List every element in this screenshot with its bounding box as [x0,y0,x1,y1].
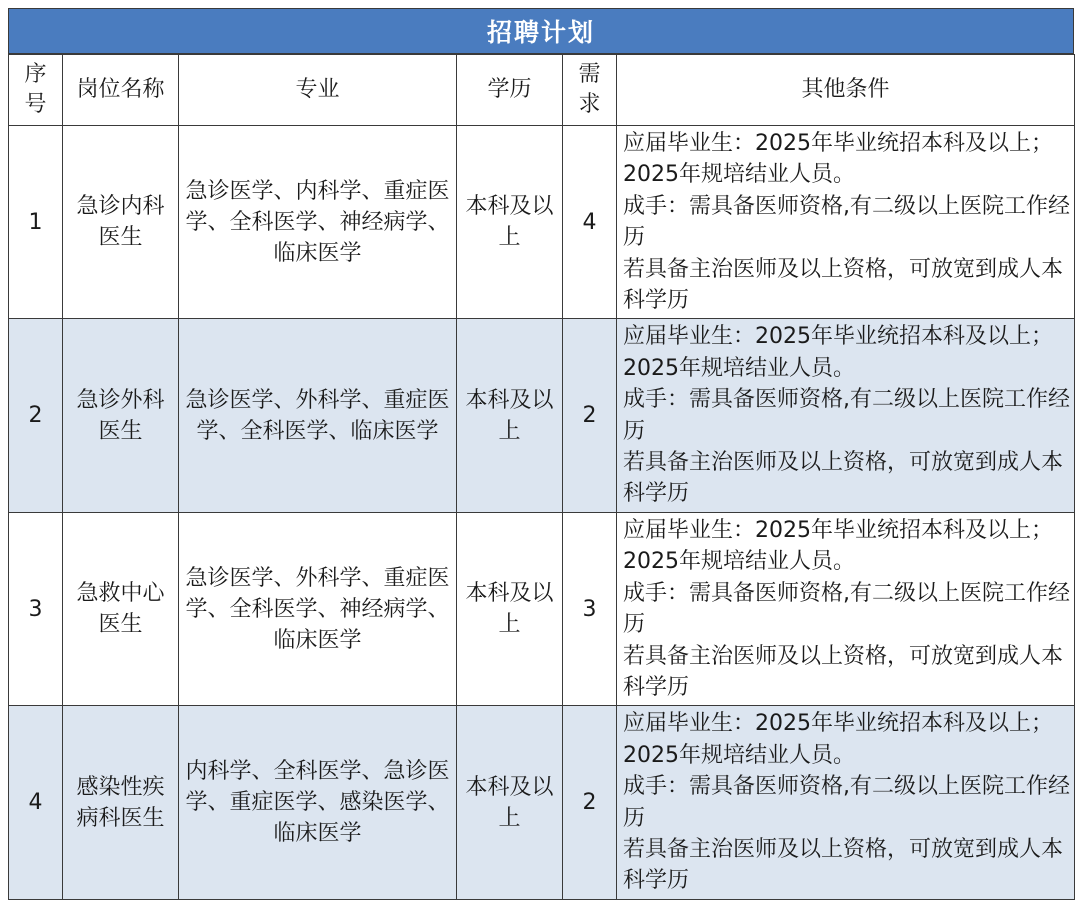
header-other: 其他条件 [617,55,1075,126]
cell-conditions [617,706,1075,899]
cell-no: 4 [9,706,63,899]
cell-no: 3 [9,512,63,705]
table-row [9,512,1075,705]
cell-demand: 2 [563,319,617,512]
cell-education: 本科及以上 [457,319,563,512]
condition-line: 成手：需具备医师资格,有二级以上医院工作经历 [623,193,1070,251]
condition-line: 若具备主治医师及以上资格，可放宽到成人本科学历 [623,836,1064,894]
condition-line: 若具备主治医师及以上资格，可放宽到成人本科学历 [623,643,1064,700]
cell-demand: 2 [563,706,617,899]
recruitment-table-container [8,8,1074,900]
cell-no: 2 [9,319,63,512]
cell-education: 本科及以上 [457,706,563,899]
condition-line: 应届毕业生：2025年毕业统招本科及以上；2025年规培结业人员。 [623,324,1053,381]
cell-demand: 4 [563,126,617,319]
cell-no: 1 [9,126,63,319]
recruitment-table [8,54,1075,900]
table-title: 招聘计划 [8,8,1074,54]
cell-major: 急诊医学、内科学、重症医学、全科医学、神经病学、临床医学 [179,126,457,319]
cell-demand: 3 [563,512,617,705]
cell-position: 急诊外科医生 [63,319,179,512]
cell-education: 本科及以上 [457,512,563,705]
cell-conditions [617,126,1075,319]
cell-education: 本科及以上 [457,126,563,319]
condition-line: 成手：需具备医师资格,有二级以上医院工作经历 [623,774,1070,831]
condition-line: 若具备主治医师及以上资格，可放宽到成人本科学历 [623,450,1064,507]
condition-line: 应届毕业生：2025年毕业统招本科及以上；2025年规培结业人员。 [623,711,1053,768]
cell-conditions [617,319,1075,512]
cell-position: 急救中心医生 [63,512,179,705]
condition-line: 成手：需具备医师资格,有二级以上医院工作经历 [623,580,1070,638]
table-row [9,319,1075,512]
header-demand: 需求 [563,55,617,126]
cell-position: 急诊内科医生 [63,126,179,319]
condition-line: 应届毕业生：2025年毕业统招本科及以上；2025年规培结业人员。 [623,517,1053,575]
header-major: 专业 [179,55,457,126]
cell-conditions [617,512,1075,705]
cell-major: 内科学、全科医学、急诊医学、重症医学、感染医学、临床医学 [179,706,457,899]
header-no: 序号 [9,55,63,126]
header-position: 岗位名称 [63,55,179,126]
cell-major: 急诊医学、外科学、重症医学、全科医学、神经病学、临床医学 [179,512,457,705]
condition-line: 应届毕业生：2025年毕业统招本科及以上；2025年规培结业人员。 [623,131,1053,188]
cell-major: 急诊医学、外科学、重症医学、全科医学、临床医学 [179,319,457,512]
condition-line: 成手：需具备医师资格,有二级以上医院工作经历 [623,387,1070,444]
cell-position: 感染性疾病科医生 [63,706,179,899]
condition-line: 若具备主治医师及以上资格，可放宽到成人本科学历 [623,256,1064,314]
table-row [9,126,1075,319]
header-row [9,55,1075,126]
table-row [9,706,1075,899]
header-education: 学历 [457,55,563,126]
